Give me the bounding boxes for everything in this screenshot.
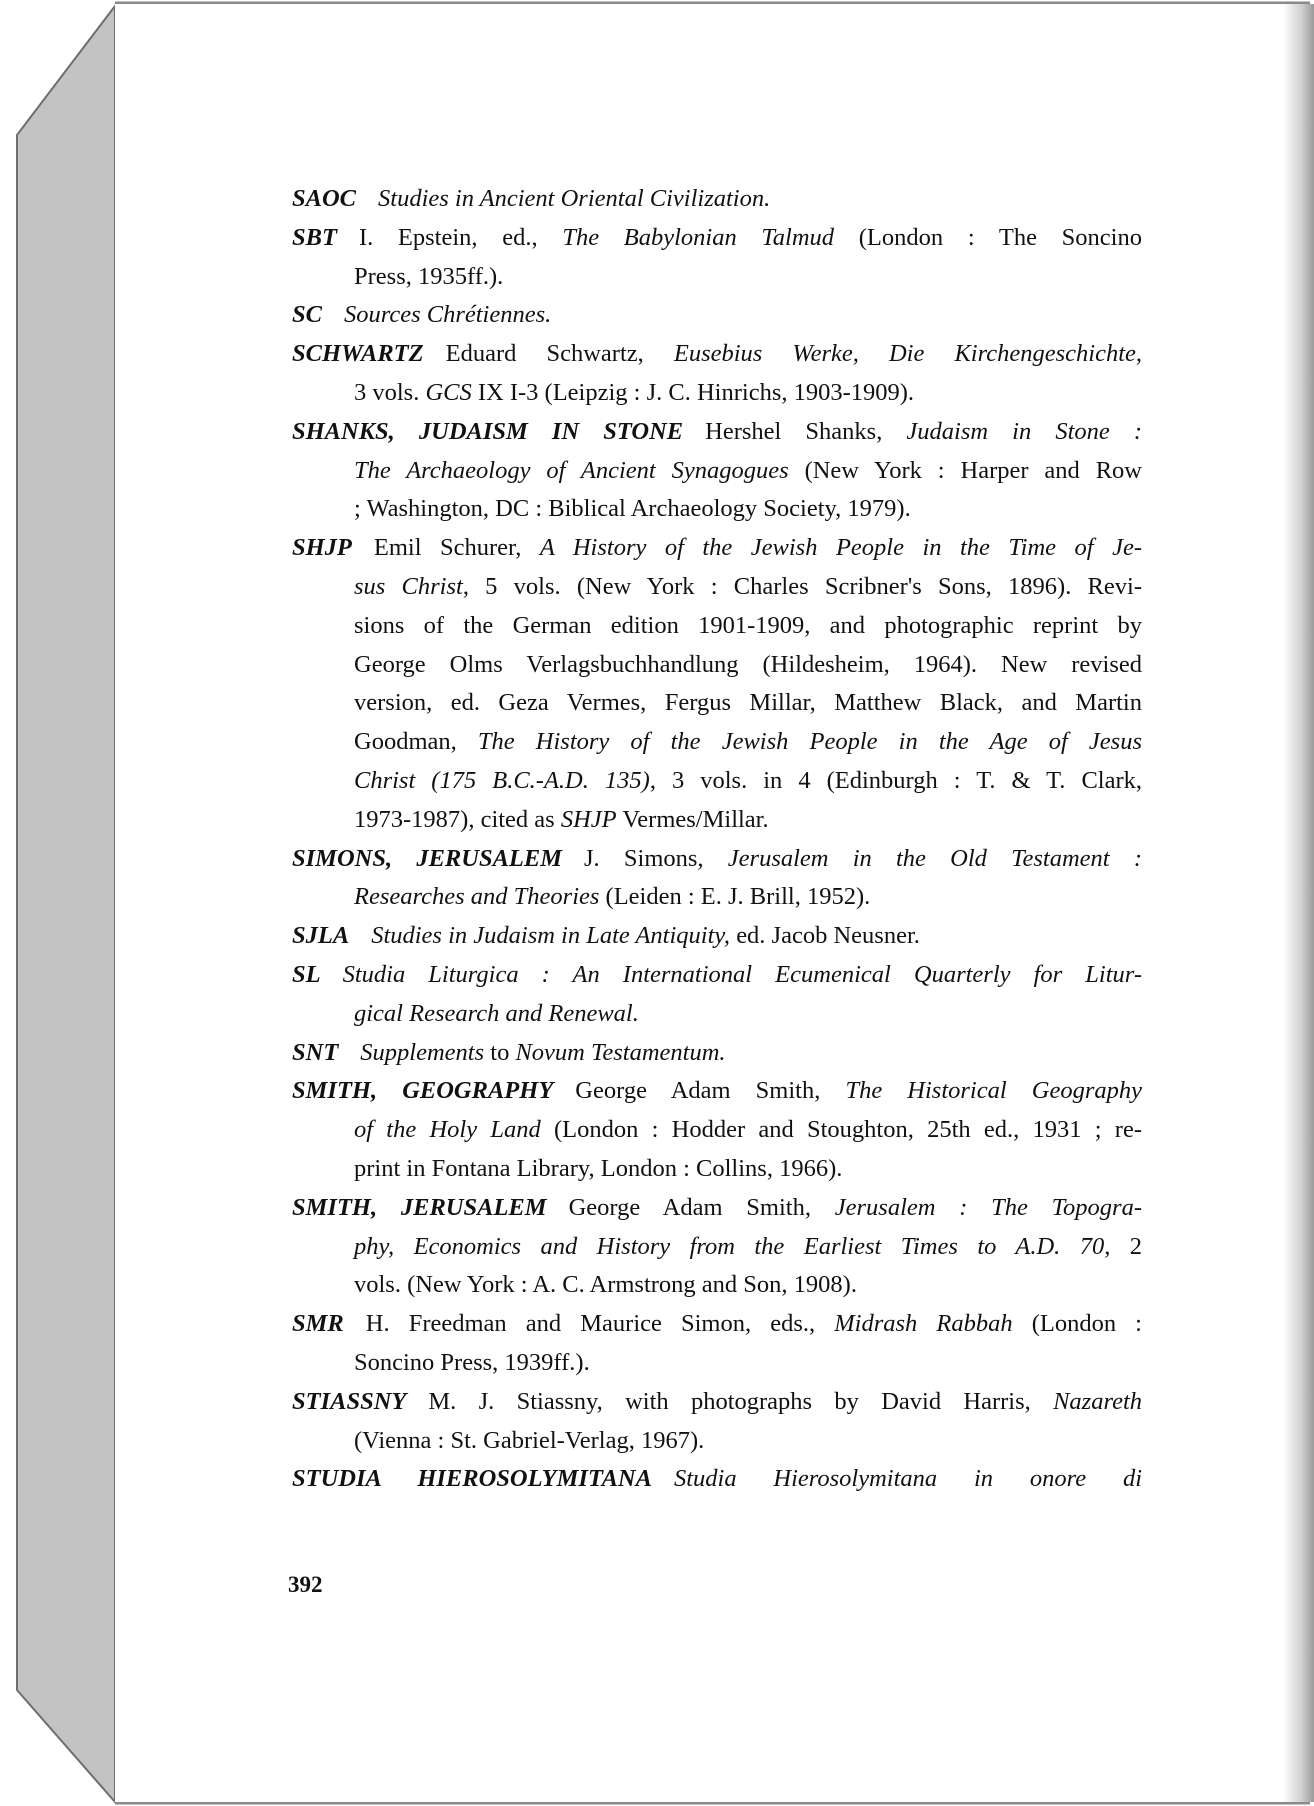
- entry-text: (Vienna : St. Gabriel-Verlag, 1967).: [354, 1426, 705, 1454]
- entry-line: [292, 1305, 1142, 1344]
- entry-line: [292, 762, 1142, 801]
- entry-text: to: [484, 1038, 516, 1066]
- italic-title-text: SHJP: [560, 805, 617, 833]
- entry-text: (London : The Soncino: [834, 223, 1142, 251]
- entry-line: [292, 840, 1142, 879]
- entry-text: Goodman,: [354, 728, 478, 756]
- italic-title-text: The Historical Geography: [845, 1077, 1142, 1105]
- italic-title-text: Sources Chrétiennes.: [343, 301, 552, 329]
- entry-line: [292, 1111, 1142, 1150]
- italic-title-text: Studia Liturgica : An International Ecumenical Quarterly for Litur-: [342, 960, 1142, 988]
- entry-abbreviation: SHANKS, JUDAISM IN STONE: [292, 417, 684, 445]
- abbreviation-entry: [292, 413, 1142, 529]
- abbreviation-list: [292, 180, 1142, 1499]
- entry-line: [292, 452, 1142, 491]
- entry-abbreviation: SIMONS, JERUSALEM: [292, 844, 562, 872]
- entry-line: [292, 801, 1142, 840]
- italic-title-text: Christ (175 B.C.-A.D. 135): [354, 766, 650, 794]
- entry-line: [292, 258, 1142, 297]
- entry-abbreviation: SAOC: [292, 185, 357, 212]
- entry-line: [292, 1266, 1142, 1305]
- entry-line: [292, 1383, 1142, 1422]
- italic-title-text: phy, Economics and History from the Earliest Times to A.D. 70,: [354, 1232, 1111, 1260]
- italic-title-text: The Archaeology of Ancient Synagogues: [354, 456, 789, 484]
- entry-line: [292, 723, 1142, 762]
- entry-text: Emil Schurer,: [373, 534, 540, 562]
- entry-text: (London :: [1012, 1310, 1142, 1338]
- entry-line: [292, 917, 1142, 956]
- entry-text: Hershel Shanks,: [705, 417, 907, 445]
- entry-line: [292, 335, 1142, 374]
- abbreviation-entry: [292, 1460, 1142, 1499]
- entry-text: version, ed. Geza Vermes, Fergus Millar, Matthew Black, and Martin: [354, 689, 1142, 717]
- abbreviation-entry: [292, 335, 1142, 413]
- italic-title-text: Supplements: [360, 1038, 485, 1066]
- entry-text: vols. (New York : A. C. Armstrong and Son, 1908).: [354, 1271, 857, 1299]
- entry-abbreviation: STIASSNY: [292, 1387, 407, 1415]
- italic-title-text: A History of the Jewish People in the Time of Je-: [539, 534, 1142, 562]
- entry-text: M. J. Stiassny, with photographs by David Harris,: [428, 1387, 1054, 1415]
- entry-abbreviation: SCHWARTZ: [292, 340, 424, 368]
- entry-line: [292, 1034, 1142, 1073]
- entry-text: print in Fontana Library, London : Collins, 1966).: [354, 1154, 843, 1182]
- entry-line: [292, 956, 1142, 995]
- entry-text: , 3 vols. in 4 (Edinburgh : T. & T. Clark,: [649, 766, 1142, 794]
- abbreviation-entry: [292, 840, 1142, 918]
- entry-text: 2: [1110, 1232, 1142, 1260]
- entry-text: George Olms Verlagsbuchhandlung (Hildesheim, 1964). New revised: [354, 650, 1142, 678]
- entry-text: George Adam Smith,: [568, 1193, 835, 1221]
- italic-title-text: Judaism in Stone :: [906, 417, 1143, 445]
- entry-abbreviation: SMR: [292, 1310, 344, 1338]
- entry-line: [292, 1344, 1142, 1383]
- abbreviation-entry: [292, 917, 1142, 956]
- italic-title-text: Midrash Rabbah: [834, 1310, 1013, 1338]
- abbreviation-entry: [292, 956, 1142, 1034]
- entry-line: [292, 180, 1142, 219]
- entry-text: George Adam Smith,: [575, 1077, 846, 1105]
- abbreviation-entry: [292, 1189, 1142, 1305]
- italic-title-text: sus Christ: [354, 572, 463, 600]
- italic-title-text: of the Holy Land: [354, 1116, 541, 1144]
- entry-text: H. Freedman and Maurice Simon, eds.,: [365, 1310, 835, 1338]
- entry-text: Press, 1935ff.).: [354, 262, 504, 290]
- entry-line: [292, 607, 1142, 646]
- entry-abbreviation: SJLA: [292, 922, 350, 950]
- entry-text: , 5 vols. (New York : Charles Scribner's Sons, 1896). Revi-: [462, 572, 1142, 600]
- entry-line: [292, 296, 1142, 335]
- abbreviation-entry: [292, 1305, 1142, 1383]
- entry-text: ed. Jacob Neusner.: [730, 922, 920, 950]
- entry-text: (New York : Harper and Row: [788, 456, 1142, 484]
- entry-line: [292, 219, 1142, 258]
- entry-abbreviation: SMITH, JERUSALEM: [292, 1193, 547, 1221]
- entry-line: [292, 995, 1142, 1034]
- italic-title-text: Studies in Judaism in Late Antiquity,: [371, 922, 731, 950]
- entry-text: Soncino Press, 1939ff.).: [354, 1348, 590, 1376]
- entry-line: [292, 490, 1142, 529]
- abbreviation-entry: [292, 1034, 1142, 1073]
- entry-abbreviation: SMITH, GEOGRAPHY: [292, 1077, 554, 1105]
- entry-text: Eduard Schwartz,: [445, 340, 674, 368]
- entry-line: [292, 878, 1142, 917]
- entry-line: [292, 1422, 1142, 1461]
- entry-line: [292, 1150, 1142, 1189]
- entry-text: IX I-3 (Leipzig : J. C. Hinrichs, 1903-1909).: [471, 378, 915, 406]
- entry-abbreviation: SBT: [292, 223, 337, 251]
- entry-line: [292, 1228, 1142, 1267]
- italic-title-text: gical Research and Renewal.: [354, 999, 639, 1027]
- entry-text: sions of the German edition 1901-1909, and photographic reprint by: [354, 611, 1142, 639]
- entry-line: [292, 568, 1142, 607]
- italic-title-text: Studia Hierosolymitana in onore di: [673, 1465, 1143, 1493]
- entry-line: [292, 1072, 1142, 1111]
- italic-title-text: The History of the Jewish People in the Age of Jesus: [477, 728, 1142, 756]
- abbreviation-entry: [292, 529, 1142, 839]
- page-number: 392: [288, 1572, 323, 1597]
- italic-title-text: Jerusalem : The Topogra-: [834, 1193, 1143, 1221]
- entry-line: [292, 1189, 1142, 1228]
- entry-text: 3 vols.: [354, 378, 426, 406]
- entry-text: J. Simons,: [584, 844, 728, 872]
- italic-title-text: Nazareth: [1053, 1387, 1142, 1415]
- abbreviation-entry: [292, 1383, 1142, 1461]
- italic-title-text: Jerusalem in the Old Testament :: [727, 844, 1142, 872]
- italic-title-text: GCS: [425, 378, 472, 406]
- entry-text: ; Washington, DC : Biblical Archaeology Society, 1979).: [354, 495, 911, 523]
- entry-line: [292, 529, 1142, 568]
- italic-title-text: The Babylonian Talmud: [562, 223, 835, 251]
- abbreviation-entry: [292, 296, 1142, 335]
- italic-title-text: Researches and Theories: [354, 883, 600, 911]
- entry-text: (Leiden : E. J. Brill, 1952).: [599, 883, 871, 911]
- entry-text: (London : Hodder and Stoughton, 25th ed., 1931 ; re-: [540, 1116, 1142, 1144]
- entry-line: [292, 1460, 1142, 1499]
- entry-abbreviation: SHJP: [292, 534, 352, 562]
- entry-abbreviation: STUDIA HIEROSOLYMITANA: [292, 1465, 652, 1493]
- entry-abbreviation: SC: [292, 301, 322, 329]
- italic-title-text: Studies in Ancient Oriental Civilization.: [378, 185, 771, 212]
- page-edge-shadow: [1283, 4, 1314, 1802]
- italic-title-text: Novum Testamentum.: [515, 1038, 726, 1066]
- abbreviation-entry: [292, 219, 1142, 297]
- entry-text: I. Epstein, ed.,: [358, 223, 563, 251]
- abbreviation-entry: [292, 1072, 1142, 1188]
- entry-line: [292, 684, 1142, 723]
- abbreviation-entry: [292, 180, 1142, 219]
- italic-title-text: Eusebius Werke, Die Kirchengeschichte,: [673, 340, 1143, 368]
- entry-text: 1973-1987), cited as: [354, 805, 561, 833]
- entry-line: [292, 374, 1142, 413]
- entry-text: Vermes/Millar.: [616, 805, 769, 833]
- entry-line: [292, 413, 1142, 452]
- entry-abbreviation: SNT: [292, 1038, 339, 1066]
- entry-abbreviation: SL: [292, 960, 321, 988]
- book-spine: [17, 6, 115, 1802]
- entry-line: [292, 646, 1142, 685]
